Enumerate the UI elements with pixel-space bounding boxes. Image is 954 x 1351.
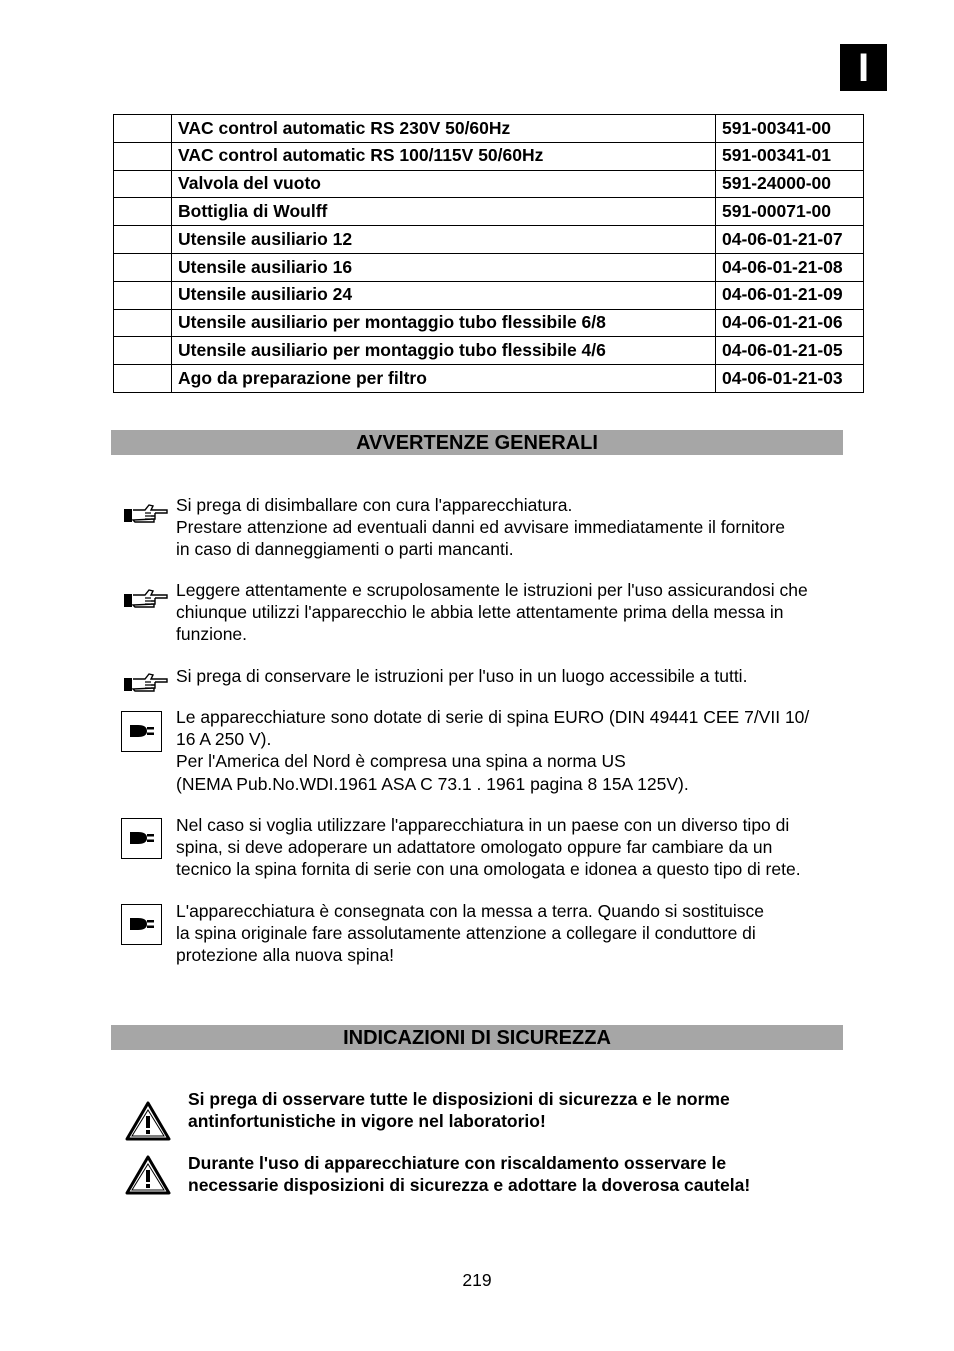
note-line: Per l'America del Nord è compresa una spina a norma US (176, 751, 626, 772)
language-tab: I (840, 44, 887, 91)
part-code: 591-00341-00 (716, 115, 864, 143)
part-description: Utensile ausiliario 16 (172, 253, 716, 281)
table-cell-blank (114, 281, 172, 309)
table-row (114, 309, 864, 337)
note-line: Si prega di conservare le istruzioni per l'uso in un luogo accessibile a tutti. (176, 666, 748, 686)
note-line: la spina originale fare assolutamente attenzione a collegare il conduttore di (176, 923, 756, 944)
plug-icon (121, 818, 162, 859)
table-row (114, 365, 864, 393)
safety-line: necessarie disposizioni di sicurezza e adottare la doverosa cautela! (188, 1175, 751, 1195)
note-unpacking (176, 494, 876, 561)
note-plug-adapter (176, 814, 876, 881)
safety-note-regulations (188, 1088, 868, 1132)
table-row (114, 115, 864, 143)
safety-line: Durante l'uso di apparecchiature con riscaldamento osservare le (188, 1153, 727, 1173)
table-cell-blank (114, 337, 172, 365)
note-line: Prestare attenzione ad eventuali danni ed avvisare immediatamente il fornitore (176, 517, 785, 538)
section-heading-safety: INDICAZIONI DI SICUREZZA (111, 1025, 843, 1050)
part-code: 04-06-01-21-03 (716, 365, 864, 393)
warning-triangle-icon (125, 1155, 171, 1195)
note-line: spina, si deve adoperare un adattatore omologato oppure far cambiare da un (176, 837, 773, 858)
part-code: 04-06-01-21-06 (716, 309, 864, 337)
plug-icon (121, 711, 162, 752)
pointing-hand-icon (123, 588, 169, 610)
note-plug-standard (176, 706, 876, 795)
table-cell-blank (114, 309, 172, 337)
part-description: Utensile ausiliario per montaggio tubo flessibile 4/6 (172, 337, 716, 365)
safety-line: antinfortunistiche in vigore nel laboratorio! (188, 1111, 546, 1131)
plug-icon (121, 904, 162, 945)
part-description: Valvola del vuoto (172, 170, 716, 198)
note-line: 16 A 250 V). (176, 729, 272, 750)
note-grounding (176, 900, 876, 967)
section-heading-general-warnings: AVVERTENZE GENERALI (111, 430, 843, 455)
page-number: 219 (462, 1270, 492, 1290)
note-line: in caso di danneggiamenti o parti mancanti. (176, 539, 514, 560)
warning-triangle-icon (125, 1101, 171, 1141)
part-code: 591-00341-01 (716, 142, 864, 170)
note-line: funzione. (176, 624, 248, 645)
table-row (114, 170, 864, 198)
part-description: VAC control automatic RS 230V 50/60Hz (172, 115, 716, 143)
note-read-instructions (176, 579, 876, 646)
note-line: (NEMA Pub.No.WDI.1961 ASA C 73.1 . 1961 pagina 8 15A 125V). (176, 773, 689, 794)
part-description: Utensile ausiliario 24 (172, 281, 716, 309)
table-cell-blank (114, 253, 172, 281)
part-code: 04-06-01-21-09 (716, 281, 864, 309)
note-line: Leggere attentamente e scrupolosamente le istruzioni per l'uso assicurandosi che (176, 580, 808, 600)
note-line: Le apparecchiature sono dotate di serie di spina EURO (DIN 49441 CEE 7/VII 10/ (176, 707, 810, 727)
table-row (114, 253, 864, 281)
table-cell-blank (114, 226, 172, 254)
pointing-hand-icon (123, 503, 169, 525)
part-description: Ago da preparazione per filtro (172, 365, 716, 393)
table-cell-blank (114, 198, 172, 226)
part-code: 591-24000-00 (716, 170, 864, 198)
part-description: Utensile ausiliario 12 (172, 226, 716, 254)
part-code: 04-06-01-21-05 (716, 337, 864, 365)
pointing-hand-icon (123, 672, 169, 694)
part-code: 04-06-01-21-07 (716, 226, 864, 254)
note-line: Nel caso si voglia utilizzare l'apparecchiatura in un paese con un diverso tipo di (176, 815, 790, 835)
table-cell-blank (114, 142, 172, 170)
table-row (114, 142, 864, 170)
table-cell-blank (114, 170, 172, 198)
table-row (114, 198, 864, 226)
part-code: 591-00071-00 (716, 198, 864, 226)
parts-table (113, 114, 864, 393)
part-code: 04-06-01-21-08 (716, 253, 864, 281)
note-line: L'apparecchiatura è consegnata con la messa a terra. Quando si sostituisce (176, 901, 764, 921)
note-keep-instructions (176, 665, 876, 687)
safety-note-heating (188, 1152, 868, 1196)
table-cell-blank (114, 365, 172, 393)
table-row (114, 281, 864, 309)
table-row (114, 337, 864, 365)
table-row (114, 226, 864, 254)
table-cell-blank (114, 115, 172, 143)
safety-line: Si prega di osservare tutte le disposizioni di sicurezza e le norme (188, 1089, 730, 1109)
note-line: protezione alla nuova spina! (176, 945, 394, 966)
part-description: Utensile ausiliario per montaggio tubo flessibile 6/8 (172, 309, 716, 337)
part-description: VAC control automatic RS 100/115V 50/60Hz (172, 142, 716, 170)
note-line: tecnico la spina fornita di serie con una omologata e idonea a questo tipo di rete. (176, 859, 801, 880)
note-line: chiunque utilizzi l'apparecchio le abbia lette attentamente prima della messa in (176, 602, 784, 623)
note-line: Si prega di disimballare con cura l'apparecchiatura. (176, 495, 573, 515)
part-description: Bottiglia di Woulff (172, 198, 716, 226)
